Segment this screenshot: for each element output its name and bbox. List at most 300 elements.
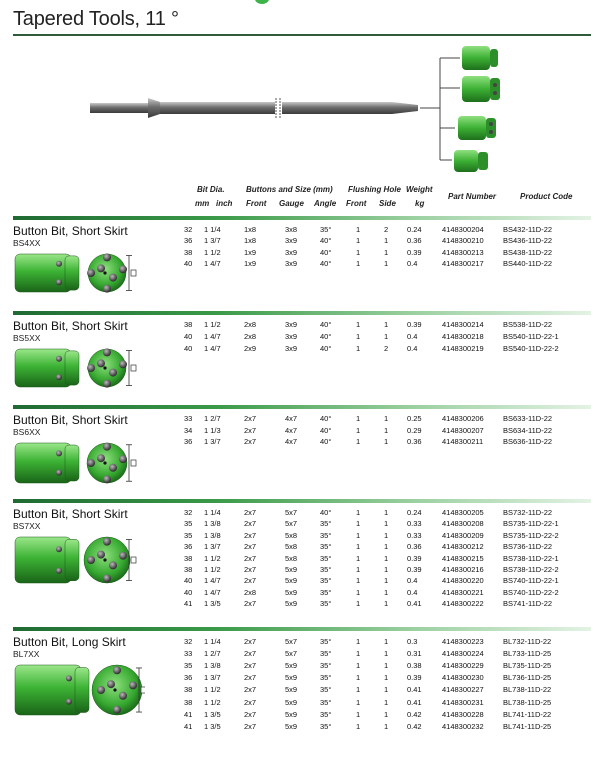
cell-fh-side: 1 [384,258,389,268]
cell-inch: 1 1/4 [204,225,221,234]
table-row [13,588,591,598]
cell-fh-front: 1 [356,437,361,446]
cell-gauge: 5x9 [285,685,298,695]
cell-product: BL738-11D-22 [503,685,552,695]
cell-mm: 38 [184,247,193,257]
cell-fh-side: 1 [384,553,389,563]
cell-front: 2x8 [244,587,257,597]
cell-mm: 33 [184,414,193,423]
bit-body [15,443,71,483]
cell-weight: 0.42 [407,721,422,731]
cell-fh-front: 1 [356,599,361,609]
cell-inch: 1 3/5 [204,721,221,731]
cell-gauge: 4x7 [285,414,298,423]
table-row [13,554,591,564]
cell-weight: 0.24 [407,508,422,517]
cell-front: 2x9 [244,344,257,354]
table-row [13,710,591,720]
cell-fh-side: 1 [384,508,389,517]
cell-inch: 1 1/2 [204,697,221,707]
header-buttons-size: Buttons and Size (mm) [246,185,333,194]
cell-weight: 0.39 [407,553,422,563]
cell-inch: 1 2/7 [204,414,221,423]
cell-fh-front: 1 [356,661,361,671]
cell-fh-front: 1 [356,709,361,719]
cell-front: 2x7 [244,425,257,435]
cell-mm: 40 [184,587,193,597]
table-row [13,673,591,683]
cell-weight: 0.41 [407,599,422,609]
header-fh-side: Side [379,199,396,208]
cell-angle: 35° [320,530,332,540]
cell-gauge: 3x9 [285,258,298,268]
title-divider [13,34,591,36]
header-inch: inch [216,199,233,208]
cell-mm: 40 [184,258,193,268]
cell-gauge: 4x7 [285,425,298,435]
cell-angle: 35° [320,587,332,597]
flushing-hole [103,366,106,369]
button-side [56,470,62,476]
cell-weight: 0.39 [407,673,422,683]
tapered-rod-illustration [0,40,604,180]
cell-product: BS540-11D-22-1 [503,332,559,342]
cell-front: 2x7 [244,576,257,586]
section-divider [13,627,591,631]
cell-part: 4148300208 [442,519,484,529]
cell-inch: 1 1/4 [204,508,221,517]
cell-weight: 0.41 [407,685,422,695]
cell-angle: 35° [320,553,332,563]
cell-fh-front: 1 [356,697,361,707]
cell-part: 4148300205 [442,508,484,517]
section-title: Button Bit, Long Skirt [13,635,126,649]
button-gauge [119,360,127,368]
button-front [109,464,117,472]
section-divider [13,405,591,409]
cell-part: 4148300211 [442,437,484,446]
cell-weight: 0.33 [407,530,422,540]
cell-gauge: 3x9 [285,332,298,342]
cell-fh-side: 1 [384,565,389,574]
header-front: Front [246,199,267,208]
cell-part: 4148300222 [442,599,484,609]
cell-fh-front: 1 [356,576,361,586]
cell-fh-front: 1 [356,553,361,563]
table-row [13,236,591,246]
button-gauge [103,285,111,293]
cell-inch: 1 3/8 [204,661,221,671]
cell-weight: 0.4 [407,258,418,268]
cell-angle: 35° [320,685,332,695]
cell-inch: 1 4/7 [204,576,221,586]
cell-product: BL741-11D-25 [503,721,552,731]
table-row [13,542,591,552]
bit-thumbnail-2 [462,76,500,102]
cell-angle: 40° [320,236,332,246]
cell-product: BL732-11D-22 [503,637,552,646]
cell-part: 4148300207 [442,425,484,435]
cell-fh-front: 1 [356,649,361,659]
cell-inch: 1 2/7 [204,649,221,659]
cell-weight: 0.3 [407,637,418,646]
section-title: Button Bit, Short Skirt [13,224,128,238]
cell-front: 2x7 [244,553,257,563]
cell-weight: 0.36 [407,437,422,446]
section-bs7xx [13,499,591,625]
cell-gauge: 3x9 [285,320,298,329]
table-row [13,332,591,342]
cell-angle: 35° [320,565,332,574]
cell-angle: 40° [320,425,332,435]
cell-part: 4148300224 [442,649,484,659]
cell-weight: 0.25 [407,414,422,423]
cell-gauge: 5x8 [285,542,298,552]
cell-fh-front: 1 [356,637,361,646]
button-gauge [87,364,95,372]
cell-fh-side: 1 [384,247,389,257]
cell-part: 4148300206 [442,414,484,423]
cell-mm: 41 [184,721,193,731]
cell-fh-front: 1 [356,519,361,529]
table-row [13,344,591,354]
cell-inch: 1 3/7 [204,437,221,446]
cell-angle: 35° [320,661,332,671]
cell-mm: 41 [184,599,193,609]
button-front [109,274,117,282]
cell-angle: 40° [320,258,332,268]
cell-mm: 36 [184,437,193,446]
section-title: Button Bit, Short Skirt [13,413,128,427]
cell-part: 4148300223 [442,637,484,646]
cell-product: BS735-11D-22-1 [503,519,559,529]
cell-product: BS436-11D-22 [503,236,553,246]
cell-gauge: 5x8 [285,553,298,563]
bit-collar [65,445,79,481]
cell-inch: 1 1/2 [204,553,221,563]
table-row [13,698,591,708]
cell-fh-front: 1 [356,332,361,342]
cell-mm: 35 [184,661,193,671]
cell-fh-front: 1 [356,530,361,540]
cell-front: 2x7 [244,530,257,540]
cell-product: BS741-11D-22 [503,599,553,609]
cell-weight: 0.38 [407,661,422,671]
header-bit-dia: Bit Dia. [197,185,225,194]
cell-angle: 40° [320,320,332,329]
button-front [97,359,105,367]
table-row [13,661,591,671]
cell-fh-side: 1 [384,685,389,695]
cell-product: BS633-11D-22 [503,414,553,423]
cell-inch: 1 1/2 [204,247,221,257]
section-code: BS5XX [13,333,41,343]
cell-mm: 34 [184,425,193,435]
cell-angle: 35° [320,225,332,234]
cell-inch: 1 3/5 [204,709,221,719]
cell-inch: 1 1/3 [204,425,221,435]
section-code: BS7XX [13,521,41,531]
section-title: Button Bit, Short Skirt [13,319,128,333]
cell-angle: 40° [320,414,332,423]
cell-mm: 40 [184,332,193,342]
cell-mm: 40 [184,344,193,354]
cell-inch: 1 3/5 [204,599,221,609]
cell-part: 4148300215 [442,553,484,563]
cell-inch: 1 1/2 [204,320,221,329]
cell-part: 4148300220 [442,576,484,586]
cell-fh-side: 1 [384,425,389,435]
cell-gauge: 3x9 [285,247,298,257]
section-bs6xx [13,405,591,501]
section-bs5xx [13,311,591,407]
table-row [13,259,591,269]
cell-gauge: 5x7 [285,519,298,529]
cell-product: BS738-11D-22-2 [503,565,559,574]
button-side [56,279,62,285]
cell-weight: 0.36 [407,542,422,552]
cell-product: BS540-11D-22-2 [503,344,559,354]
cell-mm: 32 [184,225,193,234]
cell-angle: 35° [320,721,332,731]
cell-mm: 35 [184,519,193,529]
cell-mm: 35 [184,530,193,540]
header-weight: Weight [406,185,433,194]
cell-angle: 35° [320,637,332,646]
decorative-dot [255,0,269,4]
cell-front: 2x8 [244,320,257,329]
cell-gauge: 3x9 [285,236,298,246]
cell-product: BS736-11D-22 [503,542,553,552]
cell-part: 4148300214 [442,320,484,329]
header-part-number: Part Number [448,192,497,201]
cell-inch: 1 1/2 [204,565,221,574]
section-title: Button Bit, Short Skirt [13,507,128,521]
cell-front: 2x7 [244,661,257,671]
cell-front: 2x8 [244,332,257,342]
cell-weight: 0.39 [407,247,422,257]
cell-gauge: 4x7 [285,437,298,446]
table-row [13,225,591,235]
cell-front: 2x7 [244,519,257,529]
cell-angle: 35° [320,576,332,586]
cell-fh-side: 1 [384,673,389,683]
cell-fh-front: 1 [356,258,361,268]
cell-part: 4148300229 [442,661,484,671]
button-front [97,454,105,462]
cell-part: 4148300217 [442,258,484,268]
cell-product: BL733-11D-25 [503,649,552,659]
cell-part: 4148300232 [442,721,484,731]
button-gauge [103,380,111,388]
cell-weight: 0.24 [407,225,422,234]
cell-fh-front: 1 [356,508,361,517]
cell-fh-side: 1 [384,332,389,342]
cell-fh-side: 1 [384,637,389,646]
button-gauge [119,455,127,463]
cell-product: BS634-11D-22 [503,425,553,435]
cell-part: 4148300230 [442,673,484,683]
cell-angle: 40° [320,508,332,517]
cell-fh-side: 1 [384,414,389,423]
cell-inch: 1 4/7 [204,332,221,342]
cell-product: BS738-11D-22-1 [503,553,559,563]
cell-gauge: 3x9 [285,344,298,354]
cell-gauge: 5x8 [285,530,298,540]
cell-front: 2x7 [244,637,257,646]
table-row [13,508,591,518]
cell-angle: 35° [320,542,332,552]
cell-fh-front: 1 [356,225,361,234]
cell-product: BL741-11D-22 [503,709,552,719]
cell-fh-front: 1 [356,587,361,597]
cell-angle: 40° [320,344,332,354]
cell-fh-side: 1 [384,599,389,609]
cell-part: 4148300212 [442,542,484,552]
cell-gauge: 5x7 [285,649,298,659]
bit-body [15,349,71,387]
cell-product: BS440-11D-22 [503,258,553,268]
cell-mm: 38 [184,565,193,574]
bracket-lines [420,58,460,160]
table-row [13,599,591,609]
cell-mm: 32 [184,637,193,646]
cell-fh-side: 1 [384,649,389,659]
cell-inch: 1 3/7 [204,673,221,683]
table-row [13,722,591,732]
cell-part: 4148300231 [442,697,484,707]
cell-front: 2x7 [244,414,257,423]
header-product-code: Product Code [520,192,573,201]
cell-part: 4148300228 [442,709,484,719]
table-row [13,519,591,529]
cell-gauge: 5x9 [285,721,298,731]
cell-fh-front: 1 [356,320,361,329]
cell-fh-front: 1 [356,542,361,552]
flushing-hole [103,461,106,464]
cell-weight: 0.42 [407,709,422,719]
table-row [13,685,591,695]
cell-angle: 40° [320,437,332,446]
section-code: BS6XX [13,427,41,437]
cell-fh-front: 1 [356,425,361,435]
cell-fh-front: 1 [356,236,361,246]
button-gauge [87,459,95,467]
section-bl7xx [13,627,591,751]
cell-weight: 0.33 [407,519,422,529]
cell-inch: 1 4/7 [204,587,221,597]
bit-image [13,250,143,301]
cell-mm: 38 [184,685,193,695]
cell-fh-front: 1 [356,673,361,683]
table-row [13,320,591,330]
cell-inch: 1 1/2 [204,685,221,695]
cell-angle: 40° [320,332,332,342]
button-front [109,369,117,377]
cell-inch: 1 1/4 [204,637,221,646]
cell-front: 2x7 [244,599,257,609]
cell-weight: 0.4 [407,332,418,342]
button-side [56,374,62,380]
bit-thumbnail-1 [462,46,498,70]
section-code: BS4XX [13,238,41,248]
cell-gauge: 5x9 [285,673,298,683]
cell-product: BS740-11D-22-1 [503,576,559,586]
cell-angle: 40° [320,247,332,257]
cell-mm: 36 [184,236,193,246]
cell-fh-side: 2 [384,344,389,354]
cell-weight: 0.4 [407,344,418,354]
table-row [13,437,591,447]
cell-front: 2x7 [244,697,257,707]
button-side [56,450,62,456]
cell-mm: 32 [184,508,193,517]
cell-gauge: 3x8 [285,225,298,234]
cell-fh-side: 1 [384,519,389,529]
section-code: BL7XX [13,649,40,659]
cell-fh-side: 1 [384,697,389,707]
cell-front: 1x8 [244,236,257,246]
cell-front: 2x7 [244,673,257,683]
cell-inch: 1 4/7 [204,344,221,354]
header-mm: mm [195,199,210,208]
table-row [13,426,591,436]
cell-fh-side: 1 [384,530,389,540]
cell-angle: 35° [320,649,332,659]
cell-front: 2x7 [244,508,257,517]
cell-inch: 1 4/7 [204,258,221,268]
cell-fh-side: 1 [384,236,389,246]
header-kg: kg [415,199,425,208]
cell-product: BL736-11D-25 [503,673,552,683]
cell-front: 1x8 [244,225,257,234]
cell-front: 2x7 [244,721,257,731]
cell-front: 2x7 [244,649,257,659]
cell-part: 4148300213 [442,247,484,257]
cell-weight: 0.39 [407,320,422,329]
cell-fh-side: 1 [384,320,389,329]
cell-fh-front: 1 [356,721,361,731]
cell-part: 4148300221 [442,587,484,597]
cell-weight: 0.31 [407,649,422,659]
button-side [56,356,62,362]
cell-gauge: 5x7 [285,637,298,646]
cell-product: BS438-11D-22 [503,247,553,257]
cell-front: 2x7 [244,685,257,695]
table-row [13,531,591,541]
section-divider [13,311,591,315]
cell-fh-side: 1 [384,709,389,719]
table-row [13,248,591,258]
cell-part: 4148300210 [442,236,484,246]
table-row [13,637,591,647]
cell-weight: 0.4 [407,587,418,597]
cell-weight: 0.39 [407,565,422,574]
cell-gauge: 5x9 [285,565,298,574]
cell-weight: 0.36 [407,236,422,246]
cell-product: BS740-11D-22-2 [503,587,559,597]
cell-part: 4148300204 [442,225,484,234]
cell-angle: 35° [320,519,332,529]
cell-gauge: 5x7 [285,508,298,517]
cell-fh-side: 1 [384,721,389,731]
cell-fh-side: 1 [384,661,389,671]
cell-angle: 35° [320,697,332,707]
cell-gauge: 5x9 [285,587,298,597]
cell-fh-side: 1 [384,587,389,597]
cell-part: 4148300218 [442,332,484,342]
cell-product: BS636-11D-22 [503,437,553,446]
